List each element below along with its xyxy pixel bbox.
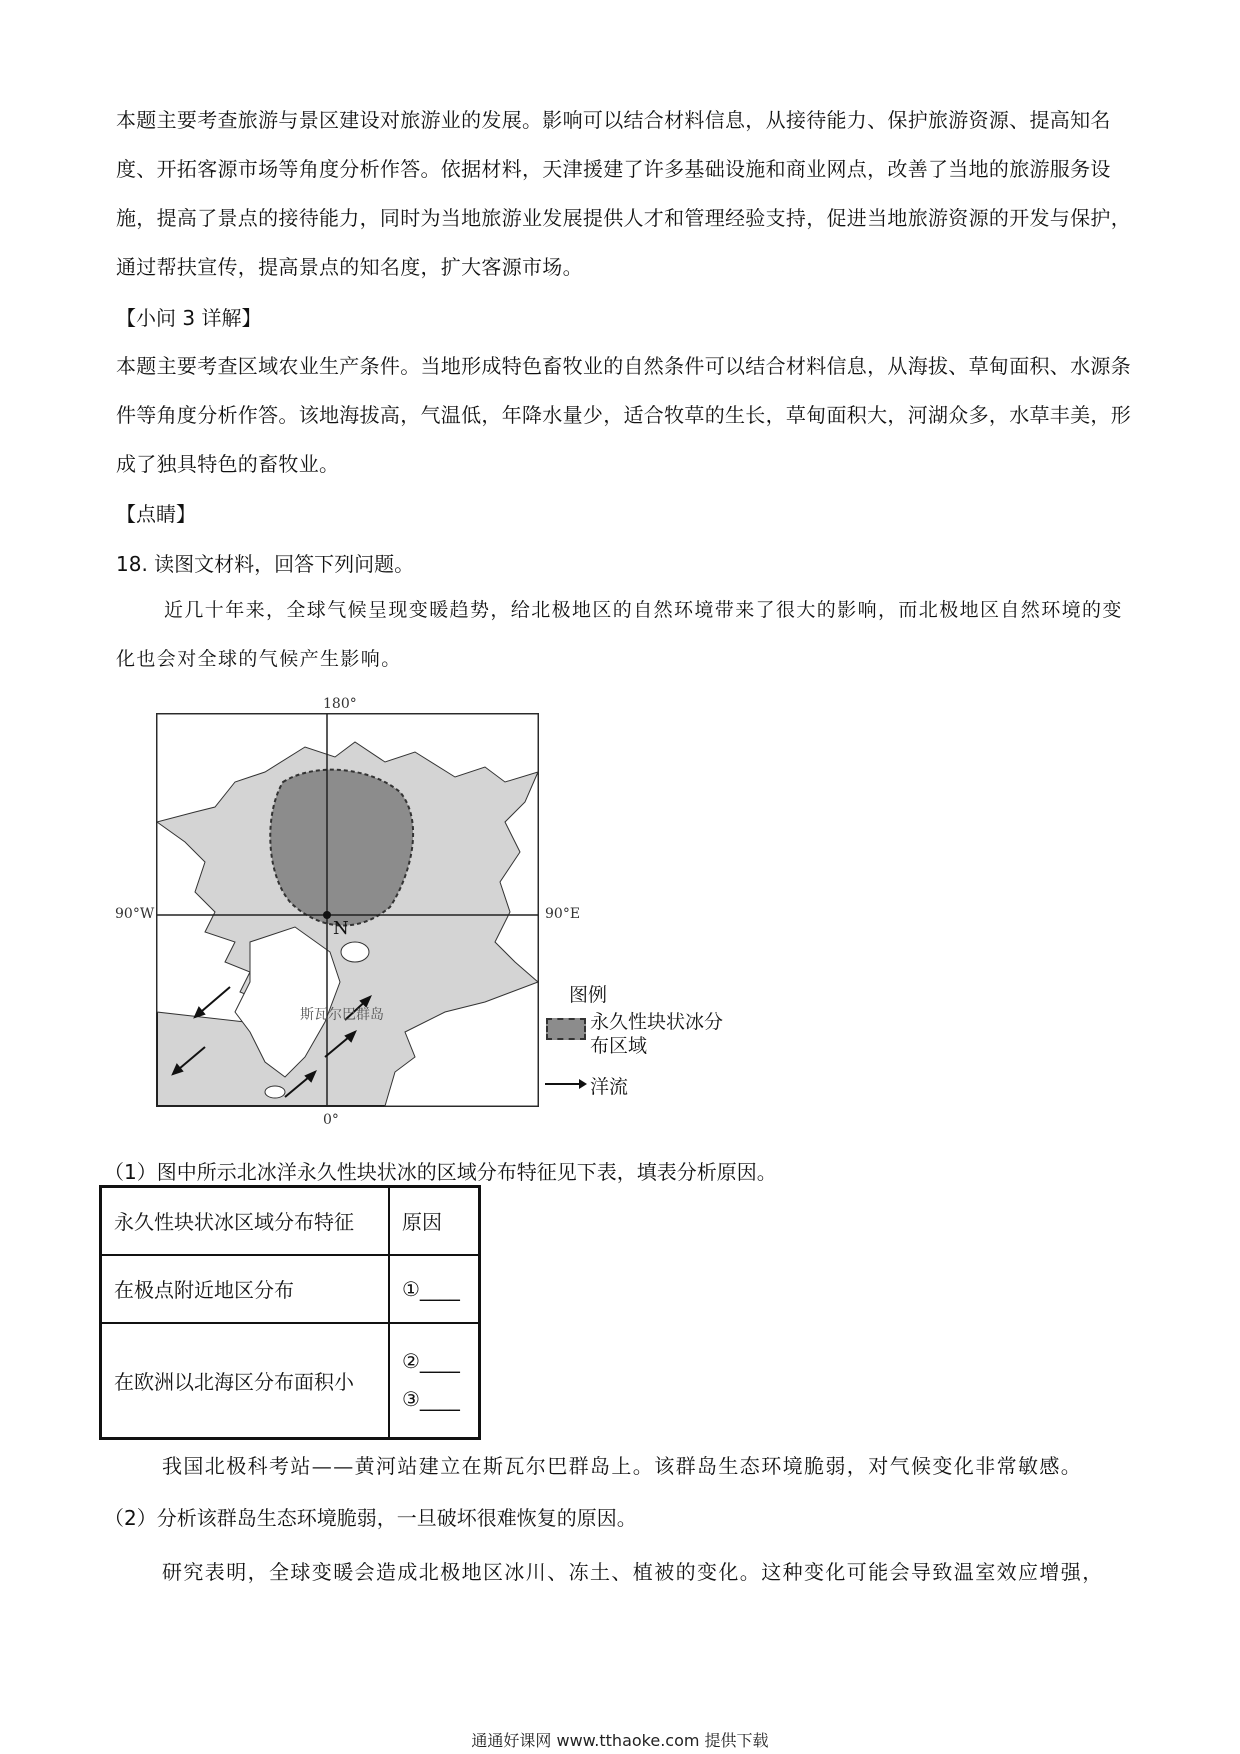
label-north-pole: N	[333, 918, 349, 939]
island-iceland	[265, 1086, 285, 1098]
island-svalbard	[341, 942, 369, 962]
question-18-title: 18. 读图文材料，回答下列问题。	[116, 552, 415, 576]
section-heading-q3: 【小问 3 详解】	[116, 306, 262, 330]
material-paragraph-3: 研究表明，全球变暖会造成北极地区冰川、冻土、植被的变化。这种变化可能会导致温室效应增强，	[162, 1560, 1104, 1584]
legend-current-label: 洋流	[590, 1076, 629, 1098]
row-feature: 在欧洲以北海区分布面积小	[101, 1323, 390, 1439]
legend-arrow-icon	[543, 1076, 589, 1092]
permanent-ice-area	[270, 770, 413, 926]
answer-paragraph-tourism: 本题主要考查旅游与景区建设对旅游业的发展。影响可以结合材料信息，从接待能力、保护旅游资源、提高知名度、开拓客源市场等角度分析作答。依据材料，天津援建了许多基础设施和商业网点，改善了当地的旅游服务设施，提高了景点的接待能力，同时为当地旅游业发展提供人才和管理经验支持，促进当地旅游资源的开发与保护，通过帮扶宣传，提高景点的知名度，扩大客源市场。	[116, 108, 1131, 279]
material-paragraph-2: 我国北极科考站——黄河站建立在斯瓦尔巴群岛上。该群岛生态环境脆弱，对气候变化非常敏感。	[162, 1454, 1083, 1478]
arctic-map	[115, 696, 581, 1128]
material-paragraph-1: 近几十年来，全球气候呈现变暖趋势，给北极地区的自然环境带来了很大的影响，而北极地区自然环境的变化也会对全球的气候产生影响。	[116, 599, 1123, 670]
answer-paragraph-agriculture: 本题主要考查区域农业生产条件。当地形成特色畜牧业的自然条件可以结合材料信息，从海拔、草甸面积、水源条件等角度分析作答。该地海拔高，气温低，年降水量少，适合牧草的生长，草甸面积大，河湖众多，水草丰美，形成了独具特色的畜牧业。	[116, 354, 1131, 476]
page-footer: 通通好课网 www.tthaoke.com 提供下载	[471, 1731, 769, 1750]
sub-question-1: （1）图中所示北冰洋永久性块状冰的区域分布特征见下表，填表分析原因。	[104, 1160, 777, 1184]
label-0: 0°	[323, 1112, 339, 1128]
answer-cell	[389, 1323, 480, 1439]
answer-blank-3[interactable]: ③____	[402, 1387, 460, 1412]
table-row	[101, 1255, 480, 1323]
header-feature: 永久性块状冰区域分布特征	[101, 1187, 390, 1255]
label-90e: 90°E	[545, 906, 581, 922]
table-header-row	[101, 1187, 480, 1255]
row-feature: 在极点附近地区分布	[101, 1255, 390, 1323]
header-reason: 原因	[389, 1187, 480, 1255]
label-svalbard: 斯瓦尔巴群岛	[300, 1007, 384, 1023]
label-90w: 90°W	[115, 906, 155, 922]
map-legend	[543, 980, 743, 1100]
table-row	[101, 1323, 480, 1439]
legend-ice-swatch	[546, 1018, 586, 1040]
legend-title: 图例	[569, 984, 608, 1006]
analysis-table	[99, 1185, 481, 1440]
answer-blank-2[interactable]: ②____	[402, 1349, 460, 1374]
section-heading-dianjing: 【点睛】	[116, 502, 196, 526]
north-pole-dot	[323, 911, 331, 919]
arctic-map-svg	[155, 712, 540, 1108]
answer-blank-1[interactable]: ①____	[389, 1255, 480, 1323]
label-180: 180°	[323, 696, 357, 712]
sub-question-2: （2）分析该群岛生态环境脆弱，一旦破坏很难恢复的原因。	[104, 1506, 637, 1530]
legend-ice-label: 永久性块状冰分布区域	[590, 1011, 724, 1057]
